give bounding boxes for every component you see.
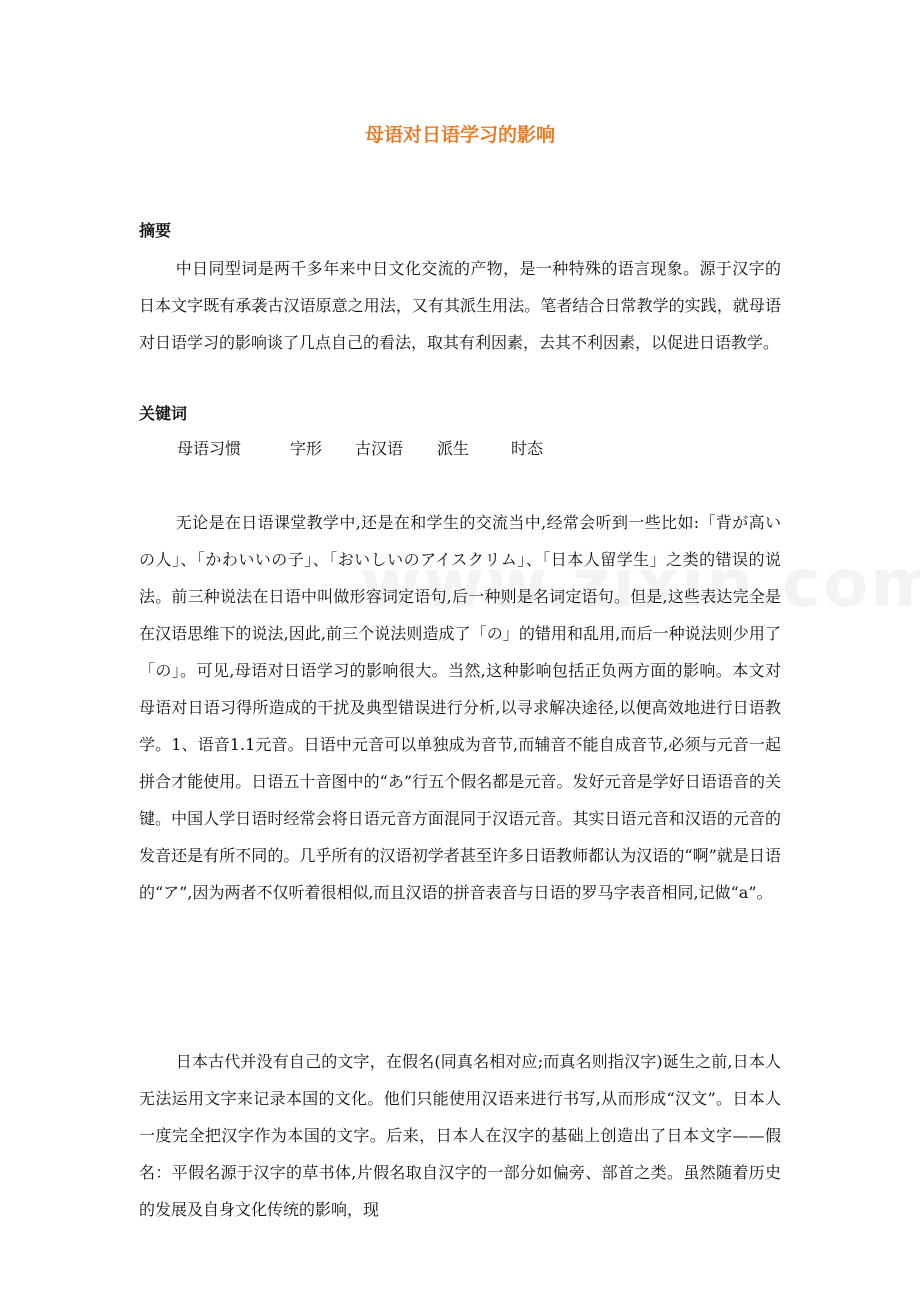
document-title: 母语对日语学习的影响 [364,124,555,146]
keyword: 时态 [511,439,544,458]
keywords-list [177,436,543,462]
keyword: 母语习惯 [177,439,242,458]
keyword: 字形 [290,439,323,458]
keyword: 古汉语 [355,439,404,458]
keyword: 派生 [437,439,470,458]
abstract-paragraph: 中日同型词是两千多年来中日文化交流的产物，是一种特殊的语言现象。源于汉字的日本文字既有承袭古汉语原意之用法，又有其派生用法。笔者结合日常教学的实践，就母语对日语学习的影响谈了几点自己的看法，取其有利因素，去其不利因素，以促进日语教学。 [139,259,781,352]
body-paragraph-2: 日本古代并没有自己的文字，在假名(同真名相对应;而真名则指汉字)诞生之前,日本人无法运用文字来记录本国的文化。他们只能使用汉语来进行书写,从而形成“汉文”。日本人一度完全把汉字作为本国的文字。后来，日本人在汉字的基础上创造出了日本文字——假名：平假名源于汉字的草书体,片假名取自汉字的一部分如偏旁、部首之类。虽然随着历史的发展及自身文化传统的影响，现 [139,1052,781,1219]
keywords-heading: 关键词 [139,404,188,423]
abstract-heading: 摘要 [139,221,172,240]
body-paragraph-1: 无论是在日语课堂教学中,还是在和学生的交流当中,经常会听到一些比如:「背が高いの人」、「かわいいの子」、「おいしいのアイスクリム」、「日本人留学生」之类的错误的说法。前三种说法在日语中叫做形容词定语句,后一种则是名词定语句。但是,这些表达完全是在汉语思维下的说法,因此,前三个说法则造成了「の」的错用和乱用,而后一种说法则少用了「の」。可见,母语对日语学习的影响很大。当然,这种影响包括正负两方面的影响。本文对母语对日语习得所造成的干扰及典型错误进行分析,以寻求解决途径,以便高效地进行日语教学。1、语音1.1元音。日语中元音可以单独成为音节,而辅音不能自成音节,必须与元音一起拼合才能使用。日语五十音图中的“あ”行五个假名都是元音。发好元音是学好日语语音的关键。中国人学日语时经常会将日语元音方面混同于汉语元音。其实日语元音和汉语的元音的发音还是有所不同的。几乎所有的汉语初学者甚至许多日语教师都认为汉语的“啊”就是日语的“ア”,因为两者不仅听着很相似,而且汉语的拼音表音与日语的罗马字表音相同,记做“a”。 [139,513,781,902]
